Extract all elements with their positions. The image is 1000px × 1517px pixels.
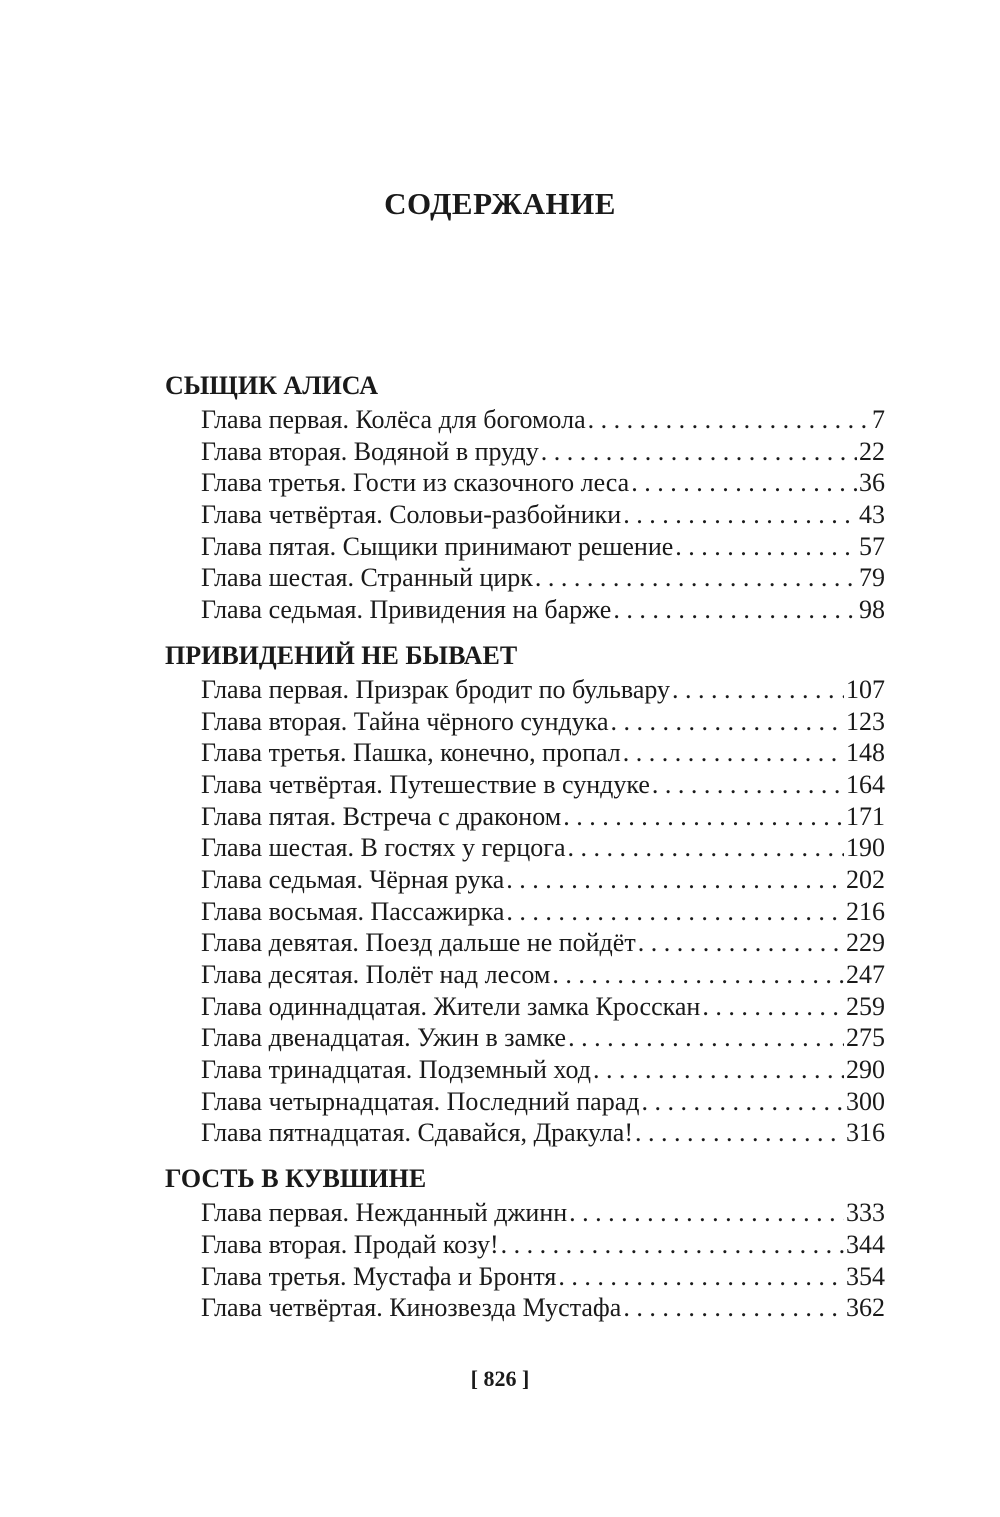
dot-leader bbox=[569, 1197, 844, 1229]
toc-entry bbox=[165, 1292, 885, 1324]
dot-leader bbox=[552, 959, 844, 991]
chapter-title: Глава седьмая. Привидения на барже bbox=[201, 595, 612, 625]
dot-leader bbox=[638, 927, 844, 959]
chapter-title: Глава третья. Гости из сказочного леса bbox=[201, 468, 630, 498]
toc-entry bbox=[165, 562, 885, 594]
toc-entry bbox=[165, 467, 885, 499]
toc-section bbox=[165, 1161, 885, 1324]
chapter-title: Глава четырнадцатая. Последний парад bbox=[201, 1086, 640, 1116]
toc-entry bbox=[165, 674, 885, 706]
dot-leader bbox=[568, 1022, 844, 1054]
chapter-title: Глава пятая. Сыщики принимают решение bbox=[201, 531, 674, 561]
chapter-page-number: 43 bbox=[859, 500, 885, 530]
toc-entry bbox=[165, 1022, 885, 1054]
dot-leader bbox=[593, 1054, 844, 1086]
dot-leader bbox=[652, 769, 844, 801]
chapter-title: Глава тринадцатая. Подземный ход bbox=[201, 1055, 591, 1085]
dot-leader bbox=[641, 1086, 844, 1118]
chapter-title: Глава четвёртая. Кинозвезда Мустафа bbox=[201, 1293, 622, 1323]
dot-leader bbox=[541, 436, 857, 468]
toc-entry bbox=[165, 832, 885, 864]
chapter-title: Глава десятая. Полёт над лесом bbox=[201, 960, 551, 989]
chapter-page-number: 123 bbox=[846, 706, 885, 736]
section-title: ПРИВИДЕНИЙ НЕ БЫВАЕТ bbox=[165, 640, 518, 670]
chapter-title: Глава седьмая. Чёрная рука bbox=[201, 864, 505, 894]
chapter-title: Глава вторая. Продай козу! bbox=[201, 1229, 499, 1259]
dot-leader bbox=[506, 864, 844, 896]
chapter-page-number: 107 bbox=[846, 674, 885, 704]
chapter-title: Глава третья. Пашка, конечно, пропал bbox=[201, 738, 621, 768]
chapter-title: Глава двенадцатая. Ужин в замке bbox=[201, 1023, 567, 1053]
chapter-title: Глава вторая. Водяной в пруду bbox=[201, 436, 539, 466]
dot-leader bbox=[558, 1261, 844, 1293]
chapter-page-number: 57 bbox=[859, 531, 885, 561]
dot-leader bbox=[672, 674, 844, 706]
toc-entry bbox=[165, 404, 885, 436]
chapter-title: Глава первая. Нежданный джинн bbox=[201, 1198, 568, 1228]
dot-leader bbox=[501, 1229, 844, 1261]
chapter-page-number: 98 bbox=[859, 595, 885, 625]
chapter-page-number: 316 bbox=[846, 1118, 885, 1148]
dot-leader bbox=[623, 1292, 844, 1324]
chapter-page-number: 229 bbox=[846, 928, 885, 958]
chapter-page-number: 190 bbox=[846, 833, 885, 863]
chapter-title: Глава шестая. В гостях у герцога bbox=[201, 833, 566, 863]
chapter-page-number: 344 bbox=[846, 1229, 885, 1259]
dot-leader bbox=[675, 531, 857, 563]
dot-leader bbox=[623, 737, 844, 769]
toc-entry bbox=[165, 1261, 885, 1293]
toc-entry bbox=[165, 1054, 885, 1086]
chapter-page-number: 259 bbox=[846, 991, 885, 1021]
chapter-page-number: 354 bbox=[846, 1261, 885, 1291]
toc-entry bbox=[165, 927, 885, 959]
toc-entry bbox=[165, 499, 885, 531]
dot-leader bbox=[588, 404, 870, 436]
dot-leader bbox=[568, 832, 845, 864]
toc-entry bbox=[165, 706, 885, 738]
chapter-title: Глава одиннадцатая. Жители замка Кросскан bbox=[201, 991, 701, 1021]
toc-entry bbox=[165, 959, 885, 991]
chapter-title: Глава пятнадцатая. Сдавайся, Дракула! bbox=[201, 1118, 634, 1148]
toc-entry bbox=[165, 991, 885, 1023]
toc-entry bbox=[165, 1117, 885, 1149]
dot-leader bbox=[535, 562, 857, 594]
toc-entry bbox=[165, 531, 885, 563]
toc-entry bbox=[165, 594, 885, 626]
table-of-contents bbox=[165, 368, 885, 1336]
dot-leader bbox=[563, 801, 844, 833]
dot-leader bbox=[506, 896, 844, 928]
toc-entry bbox=[165, 801, 885, 833]
chapter-page-number: 148 bbox=[846, 738, 885, 768]
toc-entry bbox=[165, 769, 885, 801]
chapter-page-number: 36 bbox=[859, 468, 885, 498]
chapter-page-number: 7 bbox=[872, 405, 885, 434]
chapter-page-number: 79 bbox=[859, 563, 885, 593]
page-title: СОДЕРЖАНИЕ bbox=[384, 186, 616, 221]
chapter-title: Глава третья. Мустафа и Бронтя bbox=[201, 1261, 557, 1291]
chapter-title: Глава восьмая. Пассажирка bbox=[201, 896, 505, 926]
chapter-title: Глава четвёртая. Соловьи-разбойники bbox=[201, 500, 622, 530]
chapter-page-number: 202 bbox=[846, 864, 885, 894]
chapter-page-number: 275 bbox=[846, 1023, 885, 1053]
chapter-page-number: 164 bbox=[846, 769, 885, 799]
toc-entry bbox=[165, 1197, 885, 1229]
toc-entry bbox=[165, 896, 885, 928]
dot-leader bbox=[635, 1117, 844, 1149]
toc-entry bbox=[165, 737, 885, 769]
toc-entry bbox=[165, 1229, 885, 1261]
dot-leader bbox=[623, 499, 857, 531]
chapter-page-number: 300 bbox=[846, 1086, 885, 1116]
chapter-title: Глава четвёртая. Путешествие в сундуке bbox=[201, 769, 650, 799]
section-title: ГОСТЬ В КУВШИНЕ bbox=[165, 1164, 427, 1194]
chapter-page-number: 290 bbox=[846, 1055, 885, 1085]
chapter-title: Глава первая. Призрак бродит по бульвару bbox=[201, 674, 671, 704]
page-number: [ 826 ] bbox=[470, 1366, 530, 1391]
chapter-title: Глава девятая. Поезд дальше не пойдёт bbox=[201, 928, 636, 958]
chapter-page-number: 247 bbox=[846, 960, 885, 989]
chapter-title: Глава вторая. Тайна чёрного сундука bbox=[201, 706, 609, 736]
chapter-page-number: 333 bbox=[846, 1198, 885, 1228]
chapter-page-number: 22 bbox=[859, 436, 885, 466]
toc-section bbox=[165, 638, 885, 1149]
chapter-title: Глава пятая. Встреча с драконом bbox=[201, 801, 562, 831]
chapter-title: Глава шестая. Странный цирк bbox=[201, 563, 533, 593]
dot-leader bbox=[631, 467, 857, 499]
chapter-page-number: 171 bbox=[846, 801, 885, 831]
chapter-page-number: 216 bbox=[846, 896, 885, 926]
chapter-page-number: 362 bbox=[846, 1293, 885, 1323]
toc-entry bbox=[165, 436, 885, 468]
toc-entry bbox=[165, 1086, 885, 1118]
toc-section bbox=[165, 368, 885, 626]
dot-leader bbox=[611, 706, 844, 738]
section-title: СЫЩИК АЛИСА bbox=[165, 371, 379, 400]
toc-entry bbox=[165, 864, 885, 896]
chapter-title: Глава первая. Колёса для богомола bbox=[201, 405, 586, 434]
dot-leader bbox=[702, 991, 844, 1023]
dot-leader bbox=[613, 594, 857, 626]
